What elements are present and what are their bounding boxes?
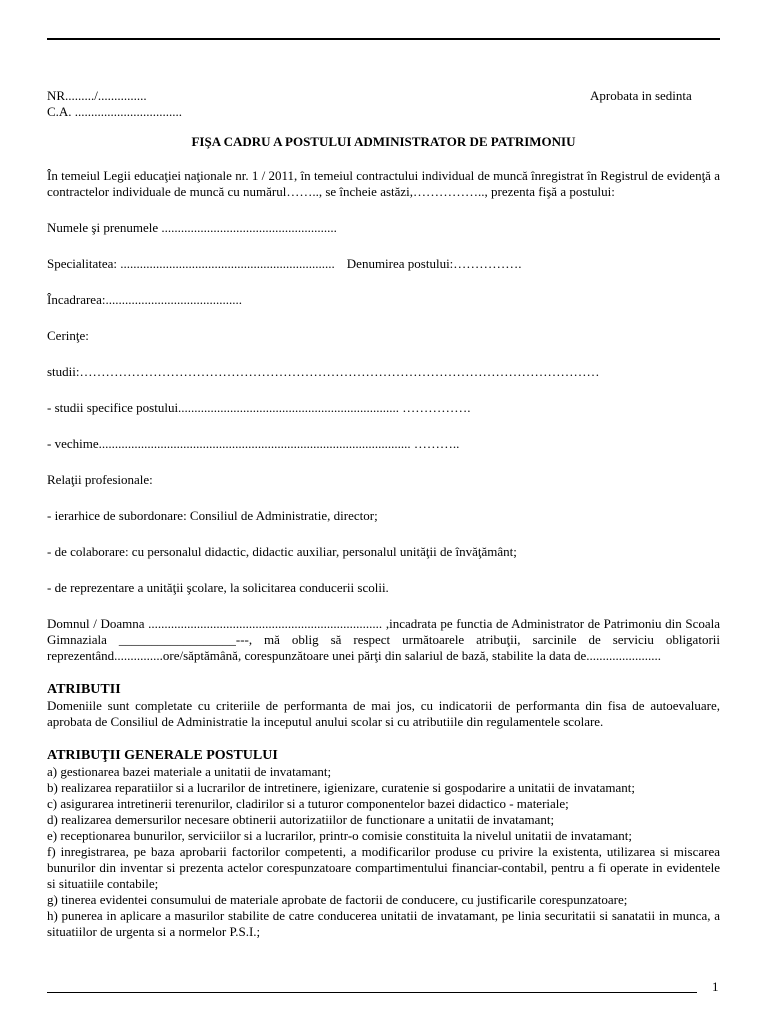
approval-note: Aprobata in sedinta: [590, 88, 692, 103]
page-number: 1: [712, 979, 719, 994]
list-item: c) asigurarea intretinerii terenurilor, cladirilor si a tuturor componentelor bazei didactico - materiale;: [47, 796, 569, 811]
field-name: Numele şi prenumele ......................................................: [47, 220, 337, 235]
field-specific-studies: - studii specifice postului.................................................................... …………….: [47, 400, 471, 415]
duties-text: Domeniile sunt completate cu criteriile de performanta de mai jos, cu indicatorii de performanta din fisa de autoevaluare, aprobata de Consiliul de Administratie la inceputul anului scolar si cu atributiile din regulamentele scolare.: [47, 698, 720, 729]
list-item: d) realizarea demersurilor necesare obtinerii autorizatiilor de functionare a unitatii de invatamant;: [47, 812, 555, 827]
list-item: b) realizarea reparatiilor si a lucrarilor de intretinere, igienizare, curatenie si gospodarire a unitatii de invatamant;: [47, 780, 635, 795]
commitment-paragraph: Domnul / Doamna ........................................................................ ,incadrata pe functia de Administrator de Patrimoniu din Scoala Gimnaziala __________________---, mă oblig să respect următoarele atribuţii, sarcinile de serviciu obligatorii reprezentând...............ore/săptămână, corespunzătoare unei părţi din salariul de bază, stabilite la data de.......................: [47, 616, 720, 663]
list-item: a) gestionarea bazei materiale a unitatii de invatamant;: [47, 764, 332, 779]
field-studies: studii:…………………………………………………………………………………………………………: [47, 364, 600, 379]
list-item: g) tinerea evidentei consumului de materiale aprobate de factorii de conducere, cu justificarile corespunzatoare;: [47, 892, 628, 907]
field-seniority: - vechime................................................................................................ ………..: [47, 436, 460, 451]
bottom-rule: [47, 992, 697, 993]
relation-hierarchical: - ierarhice de subordonare: Consiliul de Administratie, director;: [47, 508, 378, 523]
registration-number: NR........./...............: [47, 88, 147, 103]
relations-label: Relaţii profesionale:: [47, 472, 153, 487]
top-rule: [47, 38, 720, 40]
intro-paragraph: În temeiul Legii educaţiei naţionale nr. 1 / 2011, în temeiul contractului individual de muncă înregistrat în Registrul de evidenţă a contractelor individuale de muncă cu numărul…….., se încheie astăzi,…………….., prezenta fişă a postului:: [47, 168, 720, 199]
document-body: [47, 88, 720, 940]
relation-collaboration: - de colaborare: cu personalul didactic, didactic auxiliar, personalul unităţii de învăţământ;: [47, 544, 517, 559]
document-title: FIŞA CADRU A POSTULUI ADMINISTRATOR DE PATRIMONIU: [191, 134, 576, 149]
list-item: h) punerea in aplicare a masurilor stabilite de catre conducerea unitatii de invatamant, pe linia securitatii si sanatatii in munca, a situatiilor de urgenta si a normelor P.S.I.;: [47, 908, 720, 939]
list-item: e) receptionarea bunurilor, serviciilor si a lucrarilor, printr-o comisie constituita la nivelul unitatii de invatamant;: [47, 828, 632, 843]
requirements-label: Cerinţe:: [47, 328, 89, 343]
relation-representation: - de reprezentare a unităţii şcolare, la solicitarea conducerii scolii.: [47, 580, 389, 595]
general-duties-list: [47, 764, 720, 940]
general-duties-heading: ATRIBUŢII GENERALE POSTULUI: [47, 748, 278, 763]
board-reference: C.A. .................................: [47, 104, 183, 119]
list-item: f) inregistrarea, pe baza aprobarii factorilor competenti, a modificarilor produse cu privire la existenta, utilizarea si miscarea bunurilor din inventar si prezenta actelor corespunzatoare compartimentului financiar-contabil, pentru a fi operate in evidentele si situatiile contabile;: [47, 844, 720, 891]
field-specialty: Specialitatea: ..................................................................: [47, 256, 335, 271]
document-header: [47, 88, 720, 120]
field-row-specialty: [47, 256, 720, 272]
field-position-name: Denumirea postului:…………….: [346, 256, 522, 271]
field-classification: Încadrarea:..........................................: [47, 292, 242, 307]
duties-heading: ATRIBUTII: [47, 682, 121, 697]
